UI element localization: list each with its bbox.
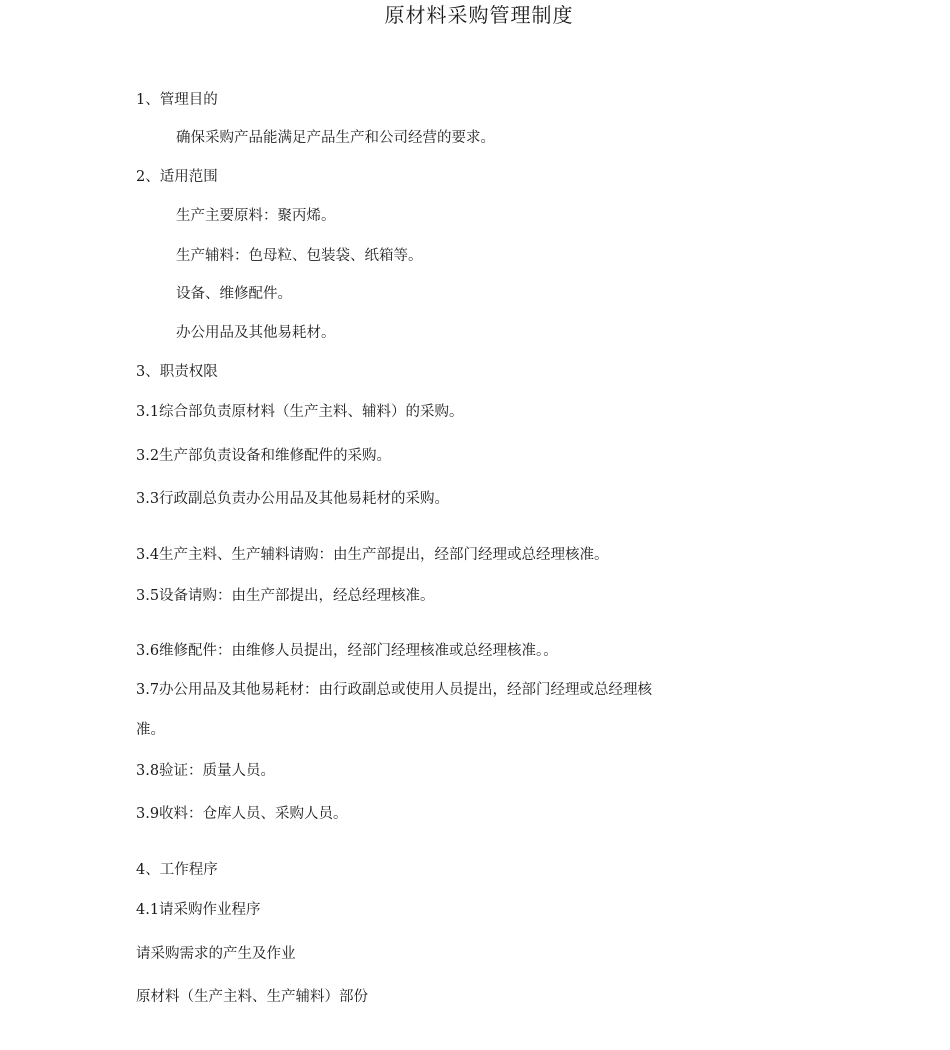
document-title: 原材料采购管理制度 bbox=[384, 3, 574, 27]
paragraph-main-material: 生产主要原料：聚丙烯。 bbox=[176, 208, 336, 224]
paragraph-raw-material-part: 原材料（生产主料、生产辅料）部份 bbox=[136, 989, 368, 1005]
subsection-heading-4-1: 4.1请采购作业程序 bbox=[136, 902, 261, 918]
section-heading-purpose: 1、管理目的 bbox=[136, 92, 218, 108]
clause-3-7-continued: 准。 bbox=[136, 722, 165, 738]
paragraph-office-supplies: 办公用品及其他易耗材。 bbox=[176, 325, 336, 341]
clause-3-7: 3.7办公用品及其他易耗材：由行政副总或使用人员提出，经部门经理或总经理核 bbox=[136, 682, 653, 698]
paragraph-purpose: 确保采购产品能满足产品生产和公司经营的要求。 bbox=[176, 130, 495, 146]
clause-3-6: 3.6维修配件：由维修人员提出，经部门经理核准或总经理核准。。 bbox=[136, 643, 558, 659]
section-heading-responsibility: 3、职责权限 bbox=[136, 364, 218, 380]
section-heading-procedure: 4、工作程序 bbox=[136, 862, 218, 878]
clause-3-1: 3.1综合部负责原材料（生产主料、辅料）的采购。 bbox=[136, 404, 464, 420]
clause-3-2: 3.2生产部负责设备和维修配件的采购。 bbox=[136, 448, 392, 464]
clause-3-5: 3.5设备请购：由生产部提出，经总经理核准。 bbox=[136, 588, 435, 604]
clause-3-8: 3.8验证：质量人员。 bbox=[136, 763, 276, 779]
paragraph-requisition: 请采购需求的产生及作业 bbox=[136, 946, 296, 962]
clause-3-9: 3.9收料：仓库人员、采购人员。 bbox=[136, 806, 348, 822]
clause-3-3: 3.3行政副总负责办公用品及其他易耗材的采购。 bbox=[136, 491, 450, 507]
clause-3-4: 3.4生产主料、生产辅料请购：由生产部提出，经部门经理或总经理核准。 bbox=[136, 547, 609, 563]
section-heading-scope: 2、适用范围 bbox=[136, 169, 218, 185]
paragraph-equipment: 设备、维修配件。 bbox=[176, 286, 292, 302]
paragraph-auxiliary-material: 生产辅料：色母粒、包装袋、纸箱等。 bbox=[176, 248, 423, 264]
